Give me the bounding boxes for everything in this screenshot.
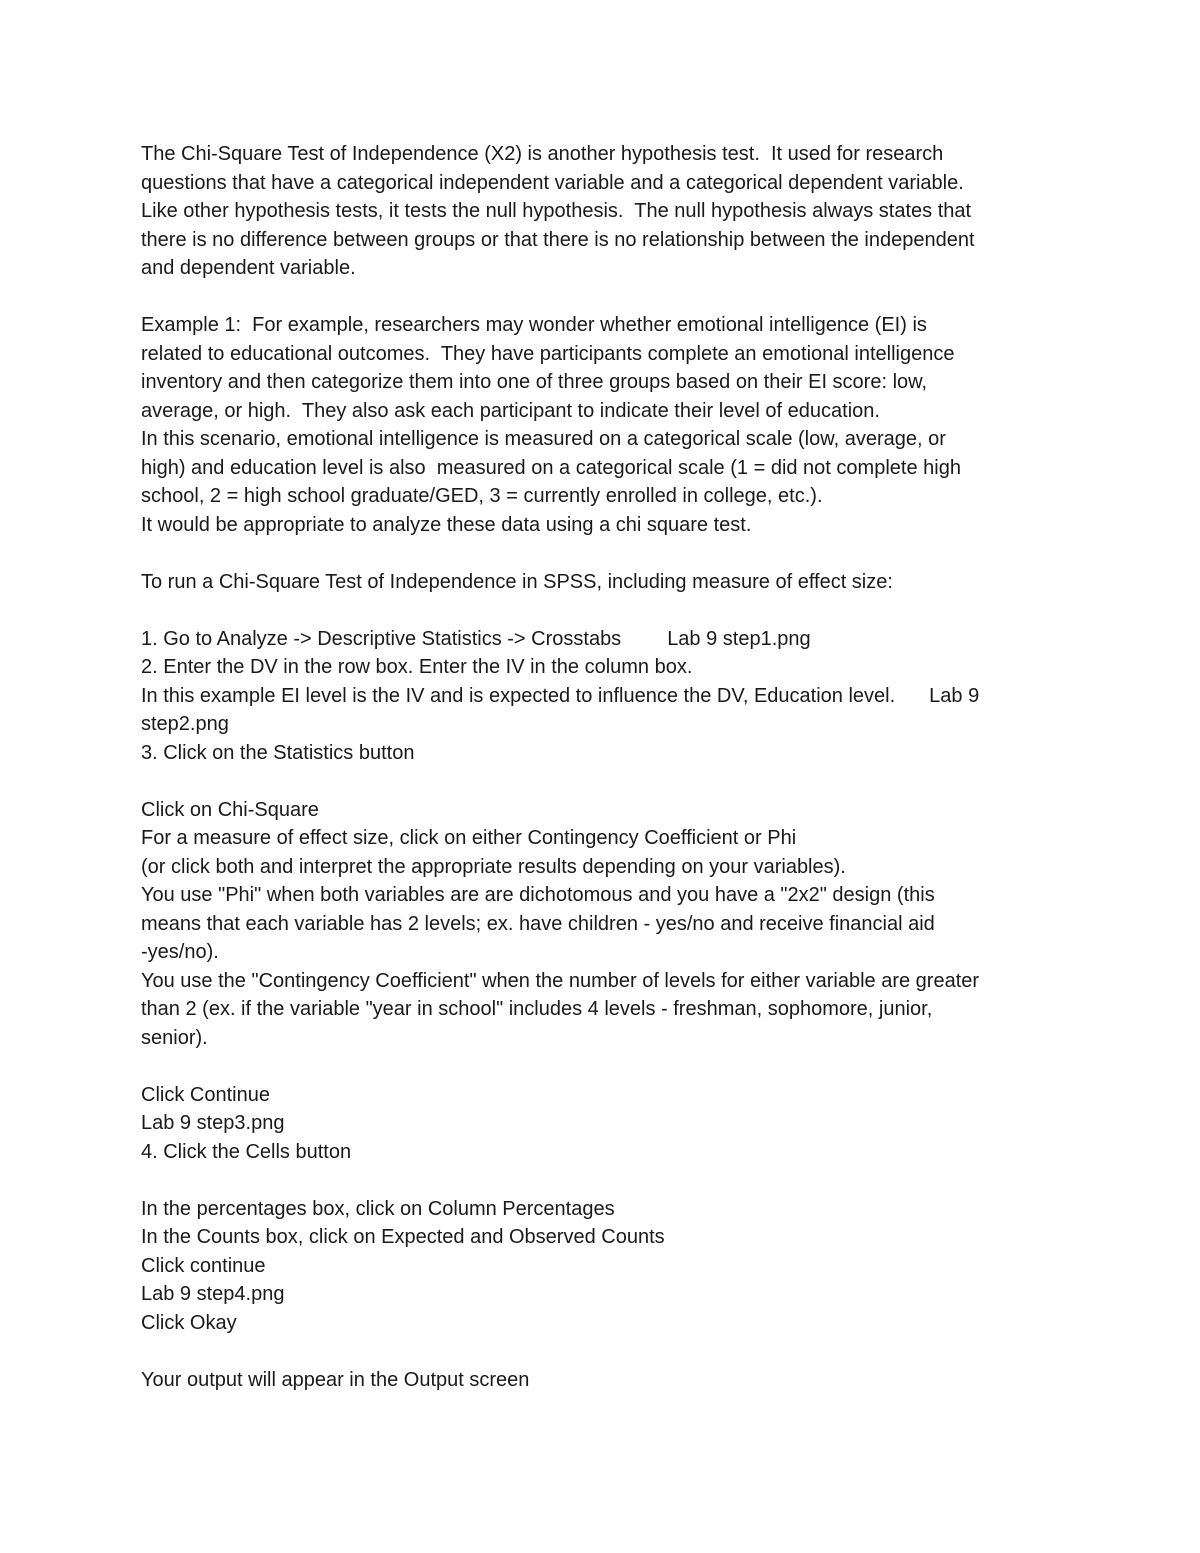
step-1-image-ref: Lab 9 step1.png (667, 627, 811, 650)
text-line: questions that have a categorical independent variable and a categorical dependent variable. (141, 171, 964, 194)
text-line: In this scenario, emotional intelligence is measured on a categorical scale (low, average, or (141, 428, 946, 450)
text-line: Click Continue (141, 1083, 270, 1106)
text-line: It would be appropriate to analyze these data using a chi square test. (141, 513, 752, 536)
text-line: average, or high. They also ask each participant to indicate their level of education. (141, 399, 880, 422)
step-2-example-line (141, 682, 1061, 711)
step-1-line (141, 625, 1061, 654)
text-line: For a measure of effect size, click on either Contingency Coefficient or Phi (141, 827, 797, 849)
text-line: there is no difference between groups or that there is no relationship between the independent (141, 228, 975, 251)
run-intro-line: To run a Chi-Square Test of Independence in SPSS, including measure of effect size: (141, 570, 893, 593)
text-line: In the Counts box, click on Expected and Observed Counts (141, 1226, 665, 1248)
example-paragraph (141, 311, 1061, 539)
step-1-text: 1. Go to Analyze -> Descriptive Statistics -> Crosstabs (141, 627, 622, 650)
text-line: In the percentages box, click on Column Percentages (141, 1197, 615, 1220)
chi-square-block (141, 796, 1061, 1053)
text-line: inventory and then categorize them into one of three groups based on their EI score: low, (141, 371, 928, 393)
blank-line (141, 1052, 1061, 1081)
step-2-line: 2. Enter the DV in the row box. Enter the IV in the column box. (141, 656, 693, 678)
step-2-image-ref-part1: Lab 9 (929, 684, 980, 707)
blank-line (141, 1166, 1061, 1195)
step-2-example-text: In this example EI level is the IV and is expected to influence the DV, Education level. (141, 684, 896, 707)
step-2-image-ref-part2: step2.png (141, 713, 229, 735)
text-line: Example 1: For example, researchers may wonder whether emotional intelligence (EI) is (141, 314, 927, 336)
output-line: Your output will appear in the Output screen (141, 1368, 530, 1391)
blank-line (141, 767, 1061, 796)
text-line: means that each variable has 2 levels; ex. have children - yes/no and receive financial aid (141, 912, 935, 935)
blank-line (141, 283, 1061, 312)
blank-line (141, 596, 1061, 625)
text-line: You use "Phi" when both variables are are dichotomous and you have a "2x2" design (this (141, 884, 935, 906)
cells-block (141, 1195, 1061, 1338)
text-line: than 2 (ex. if the variable "year in school" includes 4 levels - freshman, sophomore, junior, (141, 998, 933, 1020)
document-body (141, 140, 1061, 1394)
text-line: Like other hypothesis tests, it tests the null hypothesis. The null hypothesis always states that (141, 200, 972, 222)
text-line: related to educational outcomes. They have participants complete an emotional intelligence (141, 342, 955, 365)
image-ref-line: Lab 9 step3.png (141, 1112, 285, 1134)
blank-line (141, 1337, 1061, 1366)
step-4-line: 4. Click the Cells button (141, 1140, 352, 1163)
text-line: Click on Chi-Square (141, 798, 319, 821)
text-line: senior). (141, 1026, 208, 1049)
steps-block (141, 625, 1061, 768)
intro-paragraph (141, 140, 1061, 283)
text-line: Click Okay (141, 1311, 237, 1334)
image-ref-line: Lab 9 step4.png (141, 1283, 285, 1305)
text-line: -yes/no). (141, 941, 219, 963)
blank-line (141, 539, 1061, 568)
text-line: The Chi-Square Test of Independence (X2) is another hypothesis test. It used for research (141, 143, 944, 165)
step-3-line: 3. Click on the Statistics button (141, 741, 415, 764)
text-line: and dependent variable. (141, 257, 356, 279)
text-line: Click continue (141, 1254, 266, 1277)
continue-block (141, 1081, 1061, 1167)
text-line: (or click both and interpret the appropriate results depending on your variables). (141, 855, 846, 878)
text-line: high) and education level is also measured on a categorical scale (1 = did not complete high (141, 456, 961, 479)
text-line: school, 2 = high school graduate/GED, 3 = currently enrolled in college, etc.). (141, 485, 823, 507)
text-line: You use the "Contingency Coefficient" when the number of levels for either variable are greater (141, 969, 980, 992)
